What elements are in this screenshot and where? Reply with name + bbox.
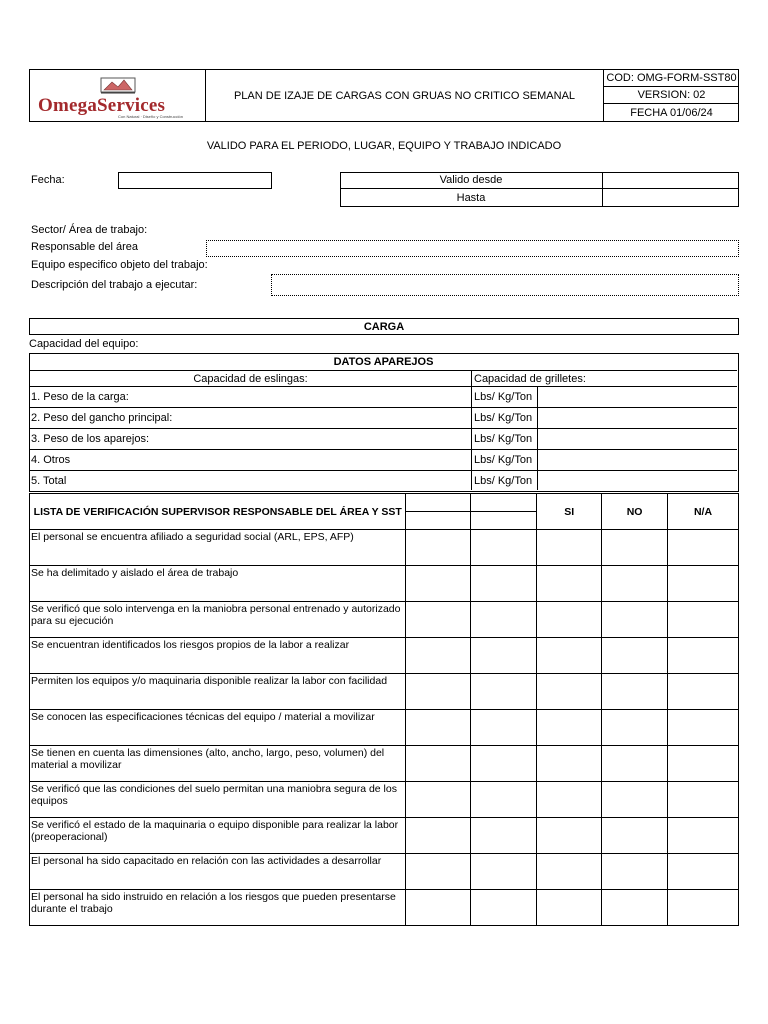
form-date: FECHA 01/06/24 — [630, 106, 713, 119]
checklist-item: Se encuentran identificados los riesgos propios de la labor a realizar — [30, 638, 406, 674]
col-no-header: NO — [602, 494, 668, 530]
si-cell[interactable] — [537, 818, 602, 854]
logo-box — [29, 69, 206, 122]
valido-desde-input[interactable] — [603, 172, 739, 189]
logo-tagline: Con Natural · Diseño y Construcción — [118, 114, 183, 119]
na-cell[interactable] — [668, 854, 739, 890]
responsable-input[interactable] — [206, 240, 739, 257]
no-cell[interactable] — [602, 530, 668, 566]
responsable-label: Responsable del área — [31, 241, 139, 253]
checklist-header-blank — [471, 494, 537, 530]
peso-row-label: 3. Peso de los aparejos: — [30, 429, 472, 450]
capacidad-grilletes-label: Capacidad de grilletes: — [472, 371, 737, 387]
si-cell[interactable] — [537, 710, 602, 746]
checklist-cell[interactable] — [406, 890, 471, 926]
form-meta — [603, 69, 739, 122]
datos-aparejos-title: DATOS APAREJOS — [30, 354, 737, 371]
no-cell[interactable] — [602, 782, 668, 818]
checklist-cell[interactable] — [406, 818, 471, 854]
no-cell[interactable] — [602, 602, 668, 638]
checklist-cell[interactable] — [471, 746, 537, 782]
checklist-item: El personal ha sido instruido en relación a los riesgos que pueden presentarse durante el trabajo — [30, 890, 406, 926]
peso-row-value[interactable] — [538, 429, 737, 450]
checklist-cell[interactable] — [471, 818, 537, 854]
checklist-item: Se conocen las especificaciones técnicas del equipo / material a movilizar — [30, 710, 406, 746]
hasta-label: Hasta — [340, 189, 603, 207]
checklist-item: Se verificó que solo intervenga en la maniobra personal entrenado y autorizado para su ejecución — [30, 602, 406, 638]
checklist-item: Se tienen en cuenta las dimensiones (alto, ancho, largo, peso, volumen) del material a movilizar — [30, 746, 406, 782]
peso-row-unit: Lbs/ Kg/Ton — [472, 450, 538, 471]
checklist-item: Se ha delimitado y aislado el área de trabajo — [30, 566, 406, 602]
si-cell[interactable] — [537, 782, 602, 818]
na-cell[interactable] — [668, 710, 739, 746]
checklist-cell[interactable] — [406, 530, 471, 566]
logo-text: OmegaServices — [38, 95, 166, 116]
peso-row-label: 2. Peso del gancho principal: — [30, 408, 472, 429]
checklist-table — [29, 493, 739, 926]
carga-title: CARGA — [29, 318, 739, 335]
no-cell[interactable] — [602, 638, 668, 674]
na-cell[interactable] — [668, 746, 739, 782]
no-cell[interactable] — [602, 746, 668, 782]
checklist-item: El personal ha sido capacitado en relación con las actividades a desarrollar — [30, 854, 406, 890]
peso-row-label: 1. Peso de la carga: — [30, 387, 472, 408]
peso-row-unit: Lbs/ Kg/Ton — [472, 471, 538, 490]
checklist-cell[interactable] — [471, 674, 537, 710]
fecha-label: Fecha: — [31, 174, 65, 186]
checklist-cell[interactable] — [406, 638, 471, 674]
na-cell[interactable] — [668, 890, 739, 926]
aparejos-table — [29, 353, 739, 492]
checklist-cell[interactable] — [471, 638, 537, 674]
form-version: VERSION: 02 — [604, 87, 739, 104]
si-cell[interactable] — [537, 854, 602, 890]
hasta-input[interactable] — [603, 189, 739, 207]
checklist-item: Se verificó el estado de la maquinaria o equipo disponible para realizar la labor (preoperacional) — [30, 818, 406, 854]
valido-desde-label: Valido desde — [340, 172, 603, 189]
checklist-cell[interactable] — [406, 854, 471, 890]
si-cell[interactable] — [537, 566, 602, 602]
checklist-item: Se verificó que las condiciones del suelo permitan una maniobra segura de los equipos — [30, 782, 406, 818]
checklist-cell[interactable] — [471, 530, 537, 566]
checklist-cell[interactable] — [471, 854, 537, 890]
descripcion-input[interactable] — [271, 274, 739, 296]
checklist-cell[interactable] — [406, 674, 471, 710]
checklist-cell[interactable] — [406, 782, 471, 818]
capacidad-equipo-label: Capacidad del equipo: — [29, 338, 139, 350]
no-cell[interactable] — [602, 890, 668, 926]
form-title: PLAN DE IZAJE DE CARGAS CON GRUAS NO CRITICO SEMANAL — [233, 89, 576, 102]
peso-row-unit: Lbs/ Kg/Ton — [472, 408, 538, 429]
na-cell[interactable] — [668, 602, 739, 638]
no-cell[interactable] — [602, 674, 668, 710]
peso-row-unit: Lbs/ Kg/Ton — [472, 429, 538, 450]
peso-row-label: 4. Otros — [30, 450, 472, 471]
form-code: COD: OMG-FORM-SST80 — [604, 69, 739, 87]
na-cell[interactable] — [668, 530, 739, 566]
checklist-cell[interactable] — [471, 602, 537, 638]
checklist-cell[interactable] — [406, 746, 471, 782]
si-cell[interactable] — [537, 530, 602, 566]
checklist-cell[interactable] — [471, 566, 537, 602]
capacidad-eslingas-label: Capacidad de eslingas: — [30, 371, 472, 387]
checklist-item: El personal se encuentra afiliado a seguridad social (ARL, EPS, AFP) — [30, 530, 406, 566]
peso-row-value[interactable] — [538, 408, 737, 429]
checklist-cell[interactable] — [471, 782, 537, 818]
fecha-input[interactable] — [118, 172, 272, 189]
no-cell[interactable] — [602, 566, 668, 602]
na-cell[interactable] — [668, 782, 739, 818]
si-cell[interactable] — [537, 638, 602, 674]
si-cell[interactable] — [537, 890, 602, 926]
descripcion-label: Descripción del trabajo a ejecutar: — [31, 279, 198, 291]
na-cell[interactable] — [668, 638, 739, 674]
logo-emblem-icon — [98, 76, 138, 96]
checklist-cell[interactable] — [471, 710, 537, 746]
checklist-title: LISTA DE VERIFICACIÓN SUPERVISOR RESPONSABLE DEL ÁREA Y SST — [30, 494, 406, 530]
na-cell[interactable] — [668, 674, 739, 710]
no-cell[interactable] — [602, 818, 668, 854]
sector-label: Sector/ Área de trabajo: — [31, 224, 148, 236]
checklist-cell[interactable] — [406, 710, 471, 746]
col-na-header: N/A — [668, 494, 739, 530]
si-cell[interactable] — [537, 746, 602, 782]
checklist-item: Permiten los equipos y/o maquinaria disponible realizar la labor con facilidad — [30, 674, 406, 710]
peso-row-value[interactable] — [538, 471, 737, 490]
col-si-header: SI — [537, 494, 602, 530]
peso-row-value[interactable] — [538, 450, 737, 471]
subtitle: VALIDO PARA EL PERIODO, LUGAR, EQUIPO Y TRABAJO INDICADO — [206, 140, 562, 152]
peso-row-unit: Lbs/ Kg/Ton — [472, 387, 538, 408]
checklist-cell[interactable] — [406, 566, 471, 602]
no-cell[interactable] — [602, 854, 668, 890]
checklist-cell[interactable] — [406, 602, 471, 638]
na-cell[interactable] — [668, 566, 739, 602]
si-cell[interactable] — [537, 674, 602, 710]
checklist-header-blank — [406, 494, 471, 530]
checklist-cell[interactable] — [471, 890, 537, 926]
peso-row-label: 5. Total — [30, 471, 472, 490]
na-cell[interactable] — [668, 818, 739, 854]
peso-row-value[interactable] — [538, 387, 737, 408]
no-cell[interactable] — [602, 710, 668, 746]
equipo-label: Equipo especifico objeto del trabajo: — [31, 259, 208, 271]
si-cell[interactable] — [537, 602, 602, 638]
